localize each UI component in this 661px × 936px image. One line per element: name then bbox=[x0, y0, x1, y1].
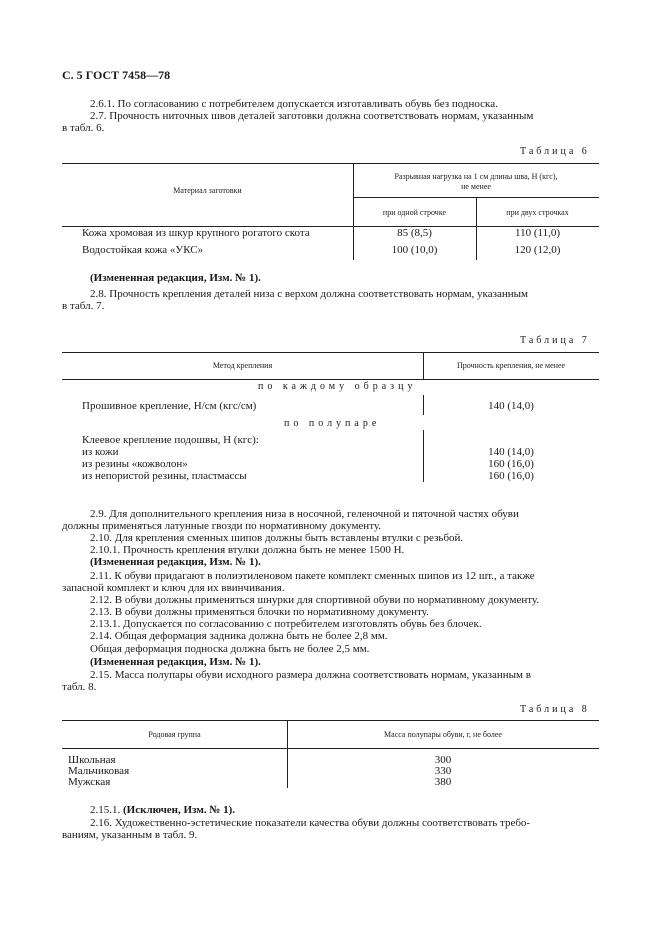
paragraph-2-12: 2.12. В обуви должны применяться шнурки для спортивной обуви по нормативному документу. bbox=[90, 594, 540, 606]
table-cell-value: 380 bbox=[434, 776, 452, 788]
amendment-note: (Измененная редакция, Изм. № 1). bbox=[90, 656, 261, 668]
table-cell-value: 160 (16,0) bbox=[488, 458, 534, 470]
paragraph-2-13-1: 2.13.1. Допускается по согласованию с потребителем изготовлять обувь без блочек. bbox=[90, 618, 482, 630]
paragraph-2-11-cont: запасной комплект и ключ для их ввинчивания. bbox=[62, 582, 285, 594]
table-6-sub-single: при одной строчке bbox=[382, 208, 447, 217]
table-6-sub-double: при двух строчках bbox=[506, 208, 569, 217]
table-cell-value: 110 (11,0) bbox=[514, 227, 560, 239]
table-row-name: Школьная bbox=[68, 754, 116, 766]
amendment-note: (Измененная редакция, Изм. № 1). bbox=[90, 556, 261, 568]
table-cell-value: 100 (10,0) bbox=[391, 244, 438, 256]
paragraph-2-8: 2.8. Прочность крепления деталей низа с верхом должна соответствовать нормам, указанным bbox=[90, 288, 528, 300]
table-8-col-group: Родовая группа bbox=[148, 730, 201, 739]
paragraph-2-15-cont: табл. 8. bbox=[62, 681, 97, 693]
paragraph-2-7-cont: в табл. 6. bbox=[62, 122, 105, 134]
table-cell-value: 300 bbox=[434, 754, 452, 766]
table-row-name: Мальчиковая bbox=[68, 765, 130, 777]
paragraph-2-8-cont: в табл. 7. bbox=[62, 300, 105, 312]
table-cell-value: 160 (16,0) bbox=[488, 470, 534, 482]
table-row-name: Водостойкая кожа «УКС» bbox=[82, 244, 204, 256]
table-7-col-strength: Прочность крепления, не менее bbox=[456, 361, 566, 370]
excluded-note: (Исключен, Изм. № 1). bbox=[123, 804, 236, 816]
table-8-caption: Таблица 8 bbox=[520, 704, 590, 715]
table-7-section-sample: по каждому образцу bbox=[258, 381, 417, 392]
paragraph-2-15-1 bbox=[90, 804, 235, 816]
paragraph-2-16: 2.16. Художественно-эстетические показатели качества обуви должны соответствовать требо- bbox=[90, 817, 531, 829]
table-row-name: Мужская bbox=[68, 776, 111, 788]
paragraph-2-14-cont: Общая деформация подноска должна быть не более 2,5 мм. bbox=[90, 643, 370, 655]
table-7-caption: Таблица 7 bbox=[520, 335, 590, 346]
table-row-name: Прошивное крепление, Н/см (кгс/см) bbox=[82, 400, 257, 412]
table-row-name: из резины «кожволон» bbox=[82, 458, 188, 470]
table-row-group-title: Клеевое крепление подошвы, Н (кгс): bbox=[82, 434, 259, 446]
paragraph-2-16-cont: ваниям, указанным в табл. 9. bbox=[62, 829, 198, 841]
paragraph-2-7: 2.7. Прочность ниточных швов деталей заготовки должна соответствовать нормам, указанным bbox=[90, 110, 534, 122]
table-7-section-halfpair: по полупаре bbox=[284, 418, 381, 429]
table-6-caption: Таблица 6 bbox=[520, 146, 590, 157]
table-cell-value: 85 (8,5) bbox=[397, 227, 432, 239]
paragraph-number: 2.15.1. bbox=[90, 804, 121, 816]
table-cell-value: 330 bbox=[434, 765, 452, 777]
table-6-col-material: Материал заготовки bbox=[173, 186, 242, 195]
paragraph-2-13: 2.13. В обуви должны применяться блочки по нормативному документу. bbox=[90, 606, 429, 618]
table-6-col-load-cont: не менее bbox=[461, 182, 491, 191]
paragraph-2-9-cont: должны применяться латунные гвозди по нормативному документу. bbox=[62, 520, 381, 532]
table-row-name: из непористой резины, пластмассы bbox=[82, 470, 247, 482]
table-row-name: из кожи bbox=[82, 446, 119, 458]
table-8-col-mass: Масса полупары обуви, г, не более bbox=[384, 730, 502, 739]
paragraph-2-11: 2.11. К обуви придагают в полиэтиленовом пакете комплект сменных шипов из 12 шт., а также bbox=[90, 570, 535, 582]
amendment-note: (Измененная редакция, Изм. № 1). bbox=[90, 272, 261, 284]
paragraph-2-10-1: 2.10.1. Прочность крепления втулки должна быть не менее 1500 Н. bbox=[90, 544, 405, 556]
page-header: С. 5 ГОСТ 7458—78 bbox=[62, 68, 171, 82]
paragraph-2-14: 2.14. Общая деформация задника должна быть не более 2,8 мм. bbox=[90, 630, 388, 642]
table-cell-value: 140 (14,0) bbox=[488, 400, 534, 412]
table-cell-value: 120 (12,0) bbox=[514, 244, 561, 256]
paragraph-2-10: 2.10. Для крепления сменных шипов должны быть вставлены втулки с резьбой. bbox=[90, 532, 464, 544]
paragraph-2-6-1: 2.6.1. По согласованию с потребителем допускается изготавливать обувь без подноска. bbox=[90, 98, 498, 110]
paragraph-2-15: 2.15. Масса полупары обуви исходного размера должна соответствовать нормам, указанным в bbox=[90, 669, 531, 681]
table-7-col-method: Метод крепления bbox=[212, 361, 273, 370]
table-cell-value: 140 (14,0) bbox=[488, 446, 534, 458]
table-6-col-load: Разрывная нагрузка на 1 см длины шва, Н (кгс), bbox=[394, 172, 558, 181]
table-row-name: Кожа хромовая из шкур крупного рогатого скота bbox=[82, 227, 310, 239]
paragraph-2-9: 2.9. Для дополнительного крепления низа в носочной, геленочной и пяточной частях обуви bbox=[90, 508, 519, 520]
